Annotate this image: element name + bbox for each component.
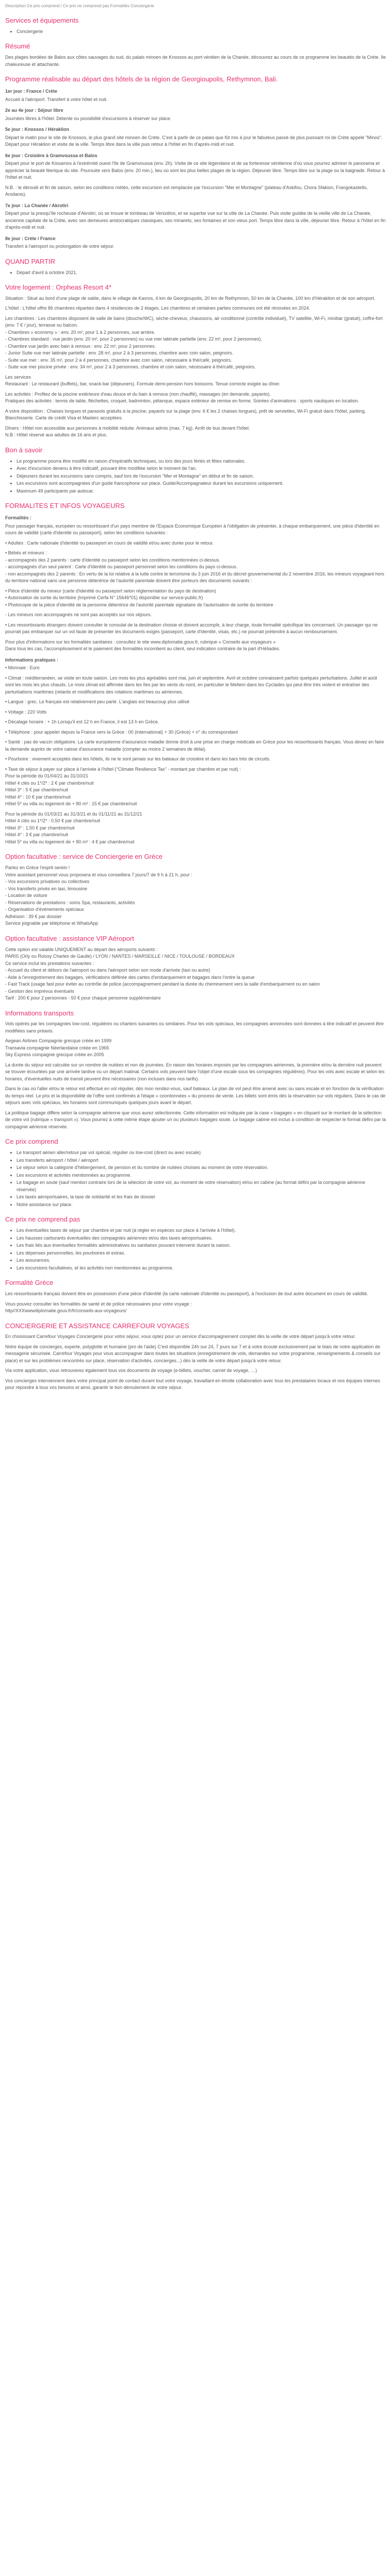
prix-ne-comprend-list [5,1227,386,1272]
list-item: • Le bagage en soute (sauf mention contraire lors de la sélection de votre vol, au moment de votre réservation) et/ou en cabine (au format défini par la compagnie aérienne réservée) [17,1179,386,1193]
logement-title: Votre logement : Orpheas Resort 4* [5,283,111,292]
list-item: • Les éventuelles taxes de séjour par chambre et par nuit (à régler en espèces sur place à l'arrivée à l'hôtel). [17,1227,386,1234]
bonasavoir-section [5,446,386,495]
formalites-title: FORMALITES ET INFOS VOYAGEURS [5,502,125,510]
paragraph: • Monnaie : Euro [5,665,40,671]
infos-title: Informations pratiques : [5,657,59,663]
paragraph: Les chambres : Les chambres disposent de salle de bains (douche/WC), sèche-cheveux, chaussons, air conditionné (contrôle individuel), TV satellite, Wi-Fi, minibar (gratuit), coffre-fort (env. 7 € / jour), terrasse ou balcon. - Chambres « economy » : env. 20 m², pour 1 à 2 personnes, vue arrière. - Chambres standard : vue jardin (env. 20 m², pour 2 personnes) ou vue mer latérale partielle (env. 22 m², pour 2 personnes). - Chambre vue jardin avec bain à remous : env. 22 m², pour 2 personnes. - Junior Suite vue mer latérale partielle : env. 28 m², pour 2 à 3 personnes, chambre avec coin salon, peignoirs. - Suite vue mer : env. 35 m², pour 2 à 4 personnes, chambre avec coin salon, nécessaire à thé/café, peignoirs. - Suite vue mer piscine privée : env. 34 m², pour 2 à 3 personnes, chambre et coin salon, nécessaire à thé/café, peignoirs. [5,315,383,370]
paragraph: Notre équipe de concierges, experte, polyglotte et humaine (pro de l'aide) C'est disponible 24h sur 24, 7 jours sur 7 et à votre écoute exclusivement par le biais de notre application de messagerie sécurisée. Carrefour Voyages pour vous accompagner dans toutes les situations (enregistrement de vols, demandes sur votre programme, renseignements & conseils sur place) et sur les problèmes rencontrés sur place, réservation d'activités, concierges...) dès la veille de votre départ jusqu'à votre retour. [5,1344,381,1363]
program-day-title: 2e au 4e jour : Séjour libre [5,108,63,113]
paragraph: Situation : Situé au bord d'une plage de sable, dans le village de Kavros, 4 km de Georgioupolis, 20 km de Rethymnon, 50 km de la Chanée, 100 km d'Héraklion et de son aéroport. [5,295,376,301]
quand-list [5,269,386,277]
vip-paras [5,946,386,1002]
transports-paras [5,1021,386,1130]
formalite-title: Formalité Grèce [5,1279,54,1287]
conciergerie-paras [5,865,386,927]
paragraph: • Langue : grec. Le français est relativement peu parlé. L'anglais est beaucoup plus utilisé [5,699,190,705]
paragraph: • Décalage horaire : + 1h Lorsqu'il est 12 h en France, il est 13 h en Grèce. [5,719,159,725]
vip-title: Option facultative : assistance VIP Aéroport [5,934,134,942]
paragraph: A votre disposition : Chaises longues et parasols gratuits à la piscine, payants sur la plage (env. 6 € les 2 chaises longues), prêt de serviettes, Wi-Fi gratuit dans l'hôtel, parking. Blanchisserie. Carte de crédit Visa et Masterc acceptées. [5,408,366,421]
list-item: • Départ d'avril à octobre 2021. [17,269,386,277]
services-section [5,16,386,35]
program-day-text: Journées libres à l'hôtel. Détente ou possibilité d'excursions à réserver sur place. [5,115,172,121]
program-day-text: Transfert à l'aéroport ou prolongation de votre séjour. [5,244,115,249]
program-day-text: Accueil à l'aéroport. Transfert à votre hôtel et nuit. [5,96,108,102]
paragraph: • Les ressortissants étrangers doivent consulter le consulat de la destination choisie et doivent accomplir, à leur charge, toute formalité spécifique les concernant. Un passager qui ne pourrait pas embarquer sur un vol faute de présenter les documents exigés (passeport, carte d'identité, visas, etc.) ne pourrait prétendre à aucun remboursement. [5,622,378,635]
services-title: Services et équipements [5,16,79,24]
paragraph: • Climat : méditerranéen, se visite en toute saison. Les mois les plus agréables sont mai, juin et septembre. Avril et octobre connaissent parfois quelques perturbations. Juillet et août sont les mois les plus chauds. Le mois climat est affirmée dans les îles par les vents du nord, en particulier le Meltem dans les Cyclades qui peut être très violent et entraîner des perturbations maritimes (retards et modifications des rotations maritimes ou aériennes. [5,675,377,694]
list-item: • Les taxes aéroportuaires, la taxe de solidarité et les frais de dossier [17,1194,386,1201]
paragraph: Aegean Airlines Compagnie grecque créée en 1999 Transavia compagnie Néerlandaise créée en 1965 Sky Express compagnie grecque créée en 2005 [5,1038,112,1058]
program-day-title: 1er jour : France / Crète [5,89,58,94]
list-item: • Déjeuners durant les excursions sans compris, sauf lors de l'excursion "Mer et Montagne" en début et fin de saison. [17,473,386,480]
paragraph: Vous pouvez consulter les formalités de santé et de police nécessaires pour votre voyage : http//XXXwwwdiplomatie.gouv.fr/fr/conseils-aux-voyageurs/ [5,1301,192,1314]
prix-ne-comprend-title: Ce prix ne comprend pas [5,1215,80,1224]
paragraph: • Santé : pas de vaccin obligatoire. La carte européenne d'assurance maladie donne droit à une prise en charge médicale en Grèce pour les ressortissants français. Vous devez en faire la demande auprès de votre caisse d'assurance maladie (compter au moins 2 semaines de délai). [5,739,384,752]
paragraph: • Taxe de séjour à payer sur place à l'arrivée à l'hôtel ("Climate Resilience Tax" - montant par chambre et par nuit) : Pour la période du 01/04/21 au 31/10/21 Hôtel 4 clés ou 1*/2* : 2 € par chambre/nuit Hôtel 3* : 5 € par chambre/nuit Hôtel 4* : 10 € par chambre/nuit Hôtel 5* ou villa ou logement de + 80 m² : 15 € par chambre/nuit [5,766,241,807]
paragraph: • Téléphone : pour appeler depuis la France vers la Grèce : 00 (international) + 30 (Grèce) + n° du correspondant [5,729,238,735]
paragraph: • Voltage : 220 Volts [5,709,47,715]
paragraph: Pour la période du 01/03/21 au 31/3/21 et du 01/11/21 au 31/12/21 Hôtel 4 clés ou 1*/2* : 0,50 € par chambre/nuit Hôtel 3* : 1,50 € par chambre/nuit Hôtel 4* : 3 € par chambre/nuit Hôtel 5* ou villa ou logement de + 80 m² : 4 € par chambre/nuit [5,811,142,844]
formalite-section [5,1279,386,1314]
paragraph: • Bébés et mineurs : - accompagnés des 2 parents : carte d'identité ou passeport selon les conditions mentionnées ci-dessus. - accompagnés d'un seul parent : Carte d'identité ou passeport personnel selon les conditions du pays ci-dessus. - non accompagnés des 2 parents : En vertu de la loi relative à la lutte contre le terrorisme du 3 juin 2016 et du décret gouvernemental du 2 novembre 2016, les mineurs voyageant hors du territoire national sans une personne détentrice de l'autorité parentale doivent être porteurs des documents suivants : [5,550,384,584]
program-title: Programme réalisable au départ des hôtels de la région de Georgioupolis, Rethymnon, Bali. [5,75,278,83]
prix-ne-comprend-section [5,1215,386,1272]
paragraph: Cette option est valable UNIQUEMENT au départ des aéroports suivants : PARIS (Orly ou Roissy Charles de Gaulle) / LYON / NANTES / MARSEILLE / NICE / TOULOUSE / BORDEAUX Ce service inclut les prestations suivantes : - Accueil du client et débors de l'aéroport ou dans l'aéroport selon son mode d'arrivée (taxi ou autre) - Aide à l'enregistrement des bagages, vérifications déférée des cartes d'embarquement et bagages dans l'ordre la queue - Fast Track (usage fast pour éviter au contrôle de police (accompagnement pendant la durée du cheminement vers la salle d'embarquement ou en salon - Gestion des imprévus éventuels Tarif : 200 € pour 2 personnes - 50 € pour chaque personne supplémentaire [5,946,320,1001]
list-item: • Les hausses carburants éventuelles des compagnies aériennes et/ou des taxes aéroportuaires. [17,1235,386,1242]
resume-text: Des plages bordées de Balos aux côtes sauvages du sud, du palais minoen de Knossos au port vénitien de la Chanée, découvrez au cours de ce programme les beautés de la Crète. Ile chaleureuse et attachante. [5,55,386,67]
paragraph: Pour passager français, européen ou ressortissant d'un pays membre de l'Espace Economique Européen à l'obligation de présenter, à chaque embarquement, une pièce d'identité en cours de validité (carte d'identité ou passeport), selon les conditions suivantes : [5,523,380,536]
program-day-title: 7e jour : La Chanée / Akrotiri [5,202,69,208]
program-day-text: Départ pour la presqu'île rocheuse d'Akrotiri, où se trouve le tombeau de Venizélos, et se superbe vue sur la ville de La Chanée. Puis visite guidée de la vieille ville de La Chanée, ancienne capitale de la Crète, avec ses demeures aristocratiques classiques, ses minarets, ses fontaines et son vieux port. Temps libre dans la ville, déjeuner libre. Retour à l'hôtel en fin d'après-midi et nuit. [5,211,386,230]
paragraph: - Les mineurs non accompagnés ne sont pas acceptés sur nos séjours. [5,612,152,618]
conciergerie-carrefour-paras [5,1333,386,1392]
list-item: • Les excursions et activités mentionnées au programme. [17,1172,386,1179]
list-item: • Les frais liés aux éventuelles formalités administratives ou sanitaires pouvant intervenir durant la saison. [17,1242,386,1249]
resume-title: Résumé [5,42,30,50]
paragraph: Via votre application, vous retrouverez également tous vos documents de voyage (e-billets, voucher, carnet de voyage, …) [5,1368,257,1374]
program-day-text: Départ pour le port de Kissamos à l'extrémité ouest l'île de Gramvoussa (env. 2h). Visite de ce site légendaire et de sa forteresse vénitienne d'où vous pourrez admirer le panorama et apprécier la beauté féerique du site. Poursuite vers Balos (env. 20 min.), lieu où sont les plus belles plages de la région. Déjeuner libre. Temps libre sur la plage ou la baignade. Retour à l'hôtel et nuit. [5,161,385,180]
list-item: • Notre assistance sur place. [17,1201,386,1209]
paragraph: La durée du séjour est calculée sur un nombre de nuitées et non de journées. En raison des horaires imposés par les compagnies aériennes, la première et/ou la dernière nuit peuvent se trouver écourtées par une arrivée tardive ou un départ matinal. Certains vols peuvent faire l'objet d'une escale sous les compagnies régulières). Pour les vols avec escale et selon les horaires, d'éventuelles nuits de transit peuvent être nécessaires (non incluses dans nos tarifs). [5,1062,385,1081]
list-item: • Avec d'excursion devenu à être indicatif, pouvant être modifiée selon le moment de l'an. [17,465,386,472]
paragraph: La politique bagage diffère selon la compagnie aérienne que vous aurez sélectionnée. Cette information est indiquée par la case « bagages » en cliquant sur le montant de la sélection de votre vol (rubrique « transport »). Vous pourrez à cette même étape ajouter un ou plusieurs bagages soute. Le bagage cabine est inclus à condition de respecter le format défini par la compagnie aérienne réservée. [5,1110,386,1129]
program-day-title: 6e jour : Croisière à Gramvoussa et Balos [5,152,97,158]
list-item: • Les excursions facultatives, et les activités non mentionnées au programme. [17,1265,386,1272]
paragraph: • Pièce d'identité du mineur (carte d'identité ou passeport selon réglementation du pays de destination) • Autorisation de sortie du territoire (Imprimé Cerfa N° 15646*01) disponible sur service-public.fr) • Photocopie de la pièce d'identité de la personne détentrice de l'autorité parentale signataire de l'autorisation de sortie du territoire [5,588,273,607]
infos-paras [5,665,386,845]
list-item: • Les excursions sont accompagnées d'un guide francophone sur place. Guide/Accompagnateur durant les excursions uniquement. [17,480,386,487]
formalites-section [5,502,386,652]
prix-comprend-list [5,1149,386,1208]
program-days [5,88,386,250]
paragraph: • Pourboire : vivement acceptés dans les hôtels, ils ne le sont jamais sur les bateaux de croisière et dans les bars très de circuits. [5,756,271,762]
paragraph: L'hôtel : L'hôtel offre 86 chambres réparties dans 4 résidences de 2 étages. Les chambres et certaines parties communes ont été rénovées en 2024. [5,306,311,311]
program-section [5,75,386,250]
transports-title: Informations transports [5,1009,74,1017]
conciergerie-section [5,853,386,927]
vip-section [5,935,386,1002]
list-item: • Les dépenses personnelles, les pourboires et extras. [17,1250,386,1257]
logement-paras [5,295,386,439]
formalite-paras [5,1291,386,1315]
conciergerie-title: Option facultative : service de Conciergerie en Grèce [5,853,162,861]
paragraph: Les services Restaurant : Le restaurant (buffets), bar, snack-bar (déjeuners). Formule demi-pension hors boissons. Tenue correcte exigée au dîner. [5,374,281,387]
list-item: • Le séjour selon la catégorie d'hébergement, de pension et du nombre de nuitées choisies au moment de votre réservation. [17,1164,386,1172]
paragraph: Parlez en Grèce l'esprit serein ! Votre assistant personnel vous proposera et vous conseillera 7 jours/7 de 9 h à 21 h, pour : - Vos excursions privatives ou collectives - Vos transferts privés en taxi, limousine - Location de voiture - Réservations de prestations : soins Spa, restaurants, activités - Organisation d'événements spéciaux Adhésion : 39 € par dossier Service joignable par téléphone et WhatsApp [5,865,192,926]
transports-section [5,1009,386,1131]
formalites-intro: Formalités : [5,515,32,521]
conciergerie-carrefour-section [5,1322,386,1392]
prix-comprend-title: Ce prix comprend [5,1138,58,1146]
paragraph: Les activités : Profitez de la piscine extérieure d'eau douce et du bain à remous (non chauffé), massages (en demande, payants). Pratiques des activités : tennis de table, fléchettes, croquet, badminton, pétanque, espace extérieur de remise en forme. Soirées d'animations : sports nautiques en location. [5,391,360,404]
list-item: • Conciergerie [17,28,386,36]
formalites-paras [5,523,386,653]
bonasavoir-title: Bon à savoir [5,446,43,454]
list-item: • Le programme pourra être modifié en raison d'impératifs techniques, ou lors des jours fériés et fêtes nationales. [17,458,386,465]
program-day-text: Départ le matin pour le site de Knossos, le plus grand site minoen de Crète. C'est à partir de ce palais que fût mis à jour le fabuleux passé de plus puissant roi de Crète appelé "Minos". Départ pour Héraklion et visite de la ville. Temps libre dans la ville puis retour à l'hôtel en fin d'après-midi et nuit. [5,134,383,147]
paragraph: Dîners : Hôtel non accessible aux personnes à mobilité réduite. Animaux admis (max. 7 kg). Arrêt de bus devant l'hôtel. N.B : Hôtel réservé aux adultes de 16 ans et plus. [5,425,250,438]
list-item: • Maximum 49 participants par autocar. [17,488,386,495]
paragraph: Dans le cas où l'aller et/ou le retour est effectué en vol régulier, dès mon rendez-vous, sauf bateaux. Le plan de vol peut être amené avec ou sans escale et en fonction de la vérification du temps réel. Le prix et la disponibilité de l'offre sont confirmés à l'étape « coordonnées » du process de vente. Les billets sont émis dès la réservation sur vols réguliers. Dans le cas de séjours avec vols spéciaux, les horaires sont communiqués quelques jours avant le départ. [5,1086,386,1106]
list-item: • Les assurances. [17,1257,386,1264]
breadcrumb[interactable]: Description Ce prix comprend / Ce prix ne comprend pas Formalités Conciergerie [5,4,154,8]
prix-comprend-section [5,1138,386,1208]
infos-section [5,657,386,846]
paragraph: Vos concierges interviennent dans votre principal point de contact durant tout votre voyage, travaillant en étroite collaboration avec tous les prestataires locaux et nos équipes internes pour répondre à tous vos besoins et ainsi, garantir le bon déroulement de votre séjour. [5,1378,380,1391]
logement-section [5,283,386,439]
program-day-title: 8e jour : Crète / France [5,235,56,241]
bonasavoir-list [5,458,386,495]
quand-section [5,258,386,276]
quand-title: QUAND PARTIR [5,257,56,265]
resume-section [5,42,386,68]
list-item: • Les transferts aéroport / hôtel / aéroport [17,1157,386,1164]
list-item: • Le transport aérien aller/retour par vol spécial, régulier ou low-cost (direct ou avec escale) [17,1149,386,1157]
program-day-text: N.B. : le déroulé et fin de saison, selon les conditions météo, cette excursion est remplacée par l'excursion "Mer et Montagne" (plateau d'Askifou, Chora Sfakion, Frangokastello, Arodanis). [5,184,368,197]
services-list [5,28,386,36]
program-day-title: 5e jour : Knossos / Héraklion [5,127,70,132]
paragraph: Vols opérés par les compagnies low-cost, régulières ou charters suivantes ou similaires. Pour les vols spéciaux, les compagnies annoncées sont données à titre indicatif et peuvent être modifiées sans préavis. [5,1021,384,1033]
paragraph: Les ressortissants français doivent être en possession d'une pièce d'identité (la carte nationale d'identité ou passeport), à l'exclusion de tout autre document en cours de validité. [5,1291,368,1297]
paragraph: • Adultes : Carte nationale d'identité ou passeport en cours de validité et/ou avec durée pour le retour. [5,540,214,546]
paragraph: Pour plus d'informations sur les formalités sanitaires : consultez le site www.diplomatie.gouv.fr, rubrique « Conseils aux voyageurs » Dans tous les cas, l'accomplissement et le paiement des formalités incombent au client, seul indication contraire de la part d'Héliades. [5,639,281,652]
conciergerie-carrefour-title: CONCIERGERIE ET ASSISTANCE CARREFOUR VOYAGES [5,1321,189,1330]
paragraph: En choisissant Carrefour Voyages Conciergerie pour votre séjour, vous optez pour un service d'accompagnement complet dès la veille de votre départ jusqu'à votre retour. [5,1334,356,1340]
